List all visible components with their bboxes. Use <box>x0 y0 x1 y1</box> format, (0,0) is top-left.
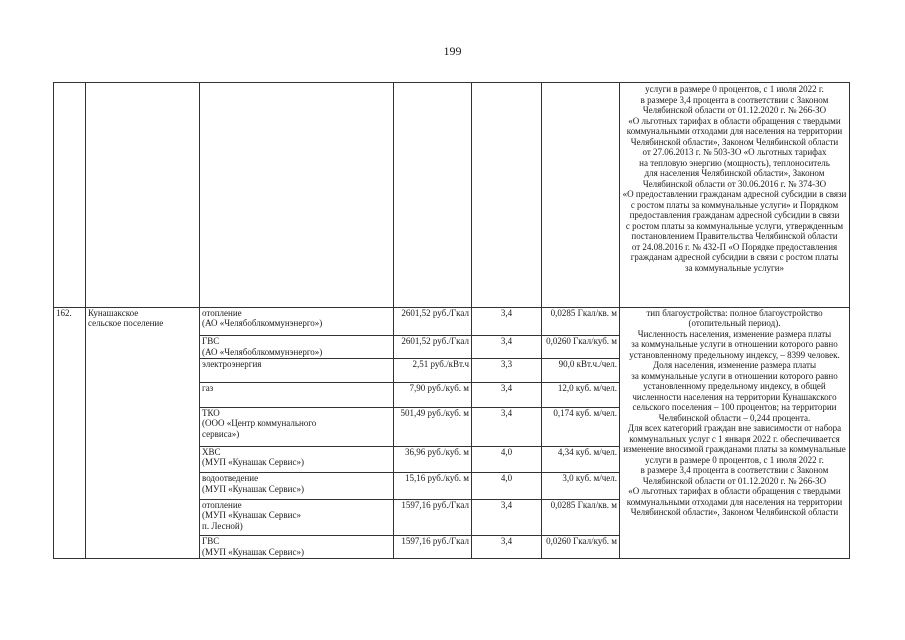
service-name: водоотведение (МУП «Кунашак Сервис») <box>200 473 394 500</box>
tariff-value: 2601,52 руб./Гкал <box>394 336 472 358</box>
table-row <box>54 307 850 336</box>
tariff-value: 15,16 руб./куб. м <box>394 473 472 500</box>
service-name: электроэнергия <box>200 358 394 383</box>
cell-empty <box>86 83 200 308</box>
service-name: отопление (МУП «Кунашак Сервис» п. Лесной) <box>200 499 394 536</box>
volume-value: 0,174 куб. м/чел. <box>542 407 620 446</box>
cell-empty <box>394 83 472 308</box>
cell-empty <box>542 83 620 308</box>
index-value: 4,0 <box>472 446 542 473</box>
municipality-name: Кунашакское сельское поселение <box>86 307 200 558</box>
tariff-value: 501,49 руб./куб. м <box>394 407 472 446</box>
tariff-value: 1597,16 руб./Гкал <box>394 499 472 536</box>
tariff-value: 7,90 руб./куб. м <box>394 383 472 408</box>
cell-empty <box>472 83 542 308</box>
service-name: отопление (АО «Челябоблкоммунэнерго») <box>200 307 394 336</box>
tariff-table <box>53 82 850 559</box>
volume-value: 0,0260 Гкал/куб. м <box>542 336 620 358</box>
volume-value: 3,0 куб. м/чел. <box>542 473 620 500</box>
cell-empty <box>54 83 86 308</box>
tariff-value: 1597,16 руб./Гкал <box>394 536 472 559</box>
index-value: 3,4 <box>472 499 542 536</box>
volume-value: 4,34 куб. м/чел. <box>542 446 620 473</box>
page-number: 199 <box>443 44 462 58</box>
index-value: 4,0 <box>472 473 542 500</box>
volume-value: 0,0285 Гкал/кв. м <box>542 307 620 336</box>
cell-empty <box>200 83 394 308</box>
index-value: 3,4 <box>472 336 542 358</box>
service-name: ТКО (ООО «Центр коммунального сервиса») <box>200 407 394 446</box>
volume-value: 90,0 кВт.ч./чел. <box>542 358 620 383</box>
index-value: 3,3 <box>472 358 542 383</box>
index-value: 3,4 <box>472 536 542 559</box>
service-name: ГВС (МУП «Кунашак Сервис») <box>200 536 394 559</box>
description-text: тип благоустройства: полное благоустройство (отопительный период). Численность населения, изменение размера платы за коммунальные услуги в отношении которого равно установленному предельному индексу, – 8399 человек. Доля населения, изменение размера платы за коммунальные услуги в отношении которого равно установленному предельному индексу, в общей численности населения на территории Кунашакского сельского поселения – 100 процентов; на территории Челябинской области – 0,244 процента. Для всех категорий граждан вне зависимости от набора коммунальных услуг с 1 января 2022 г. обеспечивается изменение вносимой гражданами платы за коммунальные услуги в размере 0 процентов, с 1 июля 2022 г. в размере 3,4 процента в соответствии с Законом Челябинской области от 01.12.2020 г. № 266-ЗО «О льготных тарифах в области обращения с твердыми коммунальными отходами для населения на территории Челябинской области», Законом Челябинской области <box>620 307 850 558</box>
entry-number: 162. <box>54 307 86 558</box>
index-value: 3,4 <box>472 383 542 408</box>
table-row-continuation <box>54 83 850 308</box>
index-value: 3,4 <box>472 407 542 446</box>
volume-value: 0,0260 Гкал/куб. м <box>542 536 620 559</box>
service-name: газ <box>200 383 394 408</box>
index-value: 3,4 <box>472 307 542 336</box>
service-name: ХВС (МУП «Кунашак Сервис») <box>200 446 394 473</box>
continuation-text: услуги в размере 0 процентов, с 1 июля 2022 г. в размере 3,4 процента в соответствии с Законом Челябинской области от 01.12.2020 г. № 266-ЗО «О льготных тарифах в области обращения с твердыми коммунальными отходами для населения на территории Челябинской области», Законом Челябинской области от 27.06.2013 г. № 503-ЗО «О льготных тарифах на тепловую энергию (мощность), теплоноситель для населения Челябинской области», Законом Челябинской области от 30.06.2016 г. № 374-ЗО «О предоставлении гражданам адресной субсидии в связи с ростом платы за коммунальные услуги» и Порядком предоставления гражданам адресной субсидии в связи с ростом платы за коммунальные услуги, утвержденным постановлением Правительства Челябинской области от 24.08.2016 г. № 432-П «О Порядке предоставления гражданам адресной субсидии в связи с ростом платы за коммунальные услуги» <box>620 83 850 308</box>
tariff-value: 36,96 руб./куб. м <box>394 446 472 473</box>
tariff-value: 2,51 руб./кВт.ч <box>394 358 472 383</box>
tariff-value: 2601,52 руб./Гкал <box>394 307 472 336</box>
service-name: ГВС (АО «Челябоблкоммунэнерго») <box>200 336 394 358</box>
volume-value: 12,0 куб. м/чел. <box>542 383 620 408</box>
volume-value: 0,0285 Гкал/кв. м <box>542 499 620 536</box>
